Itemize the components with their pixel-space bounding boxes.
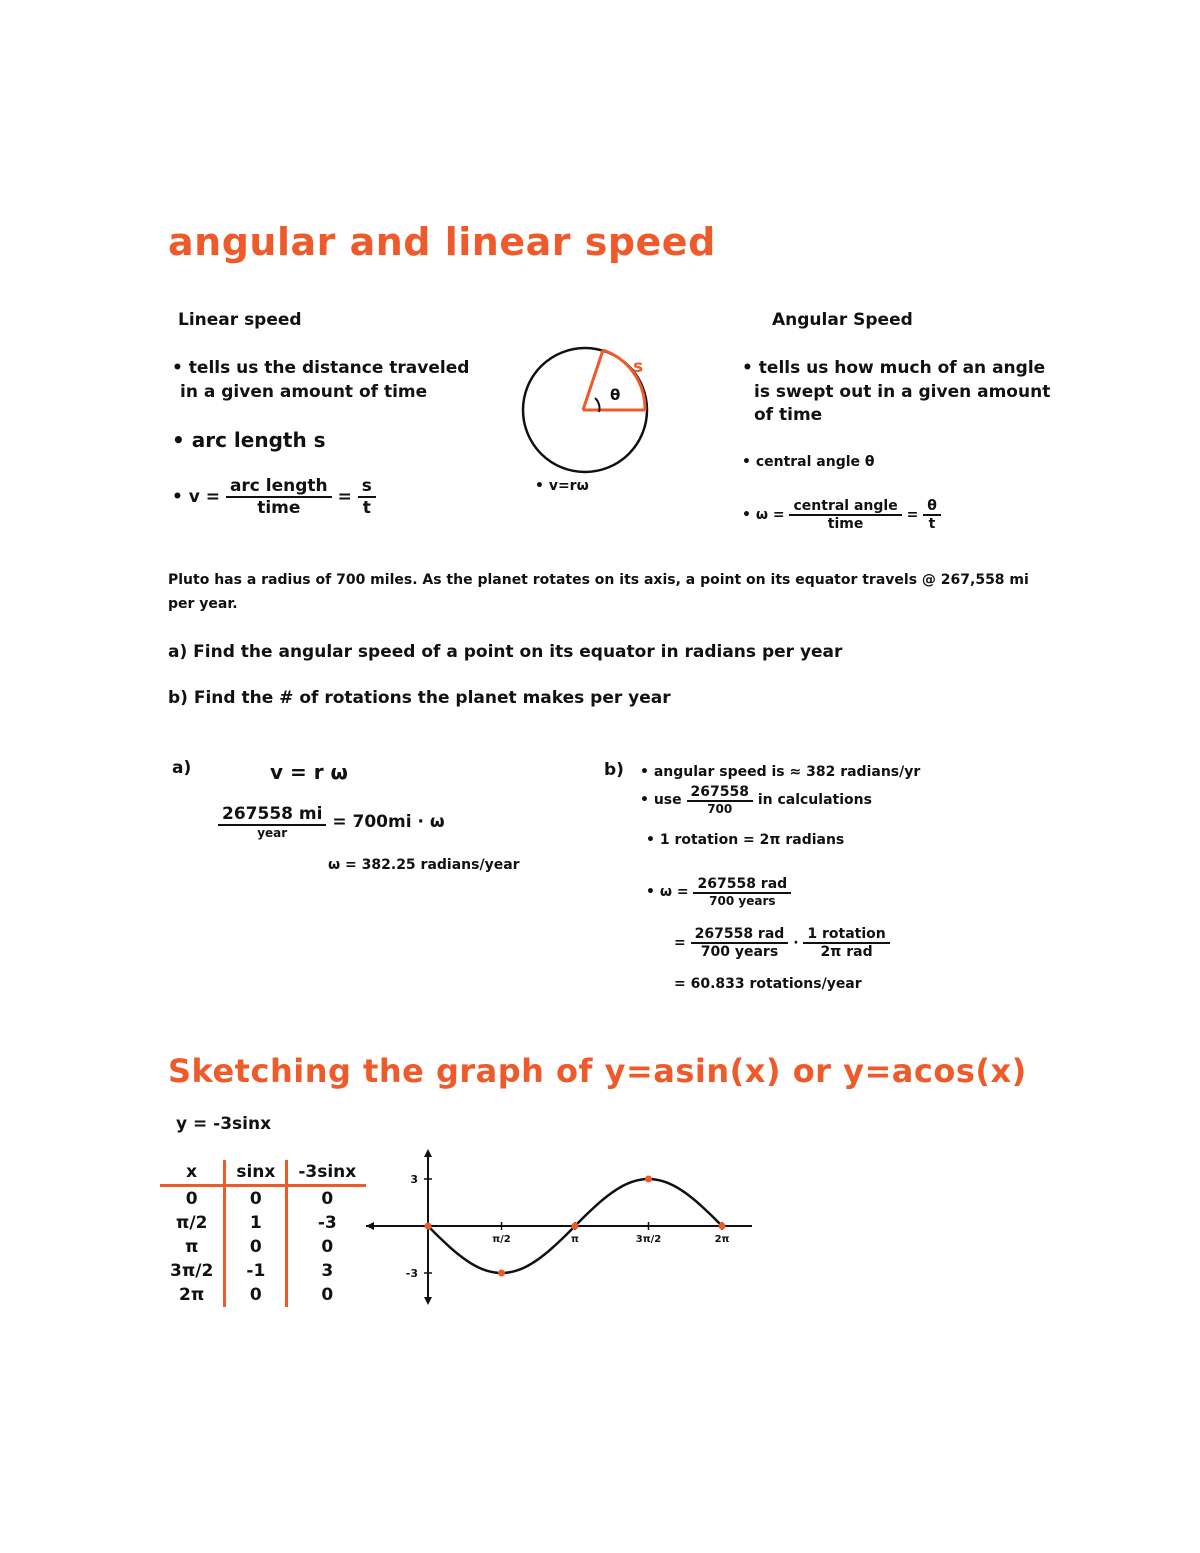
x-tick-label: π bbox=[571, 1234, 579, 1245]
linear-formula-lhs: • v = bbox=[172, 487, 221, 507]
angular-desc-line3: of time bbox=[754, 405, 823, 425]
problem-line2: per year. bbox=[168, 596, 238, 612]
solution-b-line5 bbox=[674, 926, 890, 960]
solution-b-line5-fraction2 bbox=[803, 926, 889, 960]
value-table-header bbox=[160, 1160, 366, 1186]
solution-a-lhs-den: year bbox=[257, 826, 288, 840]
linear-formula-numerator: arc length bbox=[226, 476, 332, 498]
solution-a-rhs: = 700mi · ω bbox=[332, 812, 445, 832]
table-cell: 0 bbox=[225, 1186, 287, 1212]
solution-a-equation bbox=[218, 804, 445, 840]
linear-formula-equals: = bbox=[337, 487, 352, 507]
table-cell: -1 bbox=[225, 1259, 287, 1283]
solution-a-result: ω = 382.25 radians/year bbox=[328, 857, 520, 873]
solution-a-formula: v = r ω bbox=[270, 760, 348, 784]
table-row bbox=[160, 1283, 366, 1307]
table-cell: 0 bbox=[287, 1186, 366, 1212]
linear-formula-fraction bbox=[226, 476, 332, 518]
linear-desc-line2: in a given amount of time bbox=[180, 382, 428, 402]
table-cell: 3π/2 bbox=[170, 1261, 214, 1281]
table-cell: -3 bbox=[287, 1211, 366, 1235]
solution-b-line4-num: 267558 rad bbox=[693, 876, 791, 894]
solution-b-line4-den: 700 years bbox=[709, 894, 776, 908]
solution-b-line2-num: 267558 bbox=[687, 784, 753, 802]
linear-desc-line1: • tells us the distance traveled bbox=[172, 358, 470, 378]
table-cell: 0 bbox=[287, 1235, 366, 1259]
solution-b-line1: • angular speed is ≈ 382 radians/yr bbox=[640, 764, 921, 780]
theta-label: θ bbox=[610, 386, 621, 404]
table-row bbox=[160, 1211, 366, 1235]
solution-b-line3: • 1 rotation = 2π radians bbox=[646, 832, 845, 848]
angular-desc-line1: • tells us how much of an angle bbox=[742, 358, 1046, 378]
question-a: a) Find the angular speed of a point on its equator in radians per year bbox=[168, 642, 843, 662]
angular-desc-line2: is swept out in a given amount bbox=[754, 382, 1051, 402]
solution-b-line5-num: 267558 rad bbox=[691, 926, 789, 944]
angular-formula-denominator: time bbox=[827, 516, 864, 532]
x-tick-label: 2π bbox=[714, 1234, 730, 1245]
diagram-caption: • v=rω bbox=[535, 478, 589, 494]
table-cell: 0 bbox=[185, 1189, 198, 1209]
solution-b-line2-den: 700 bbox=[707, 802, 733, 816]
solution-a-label: a) bbox=[172, 758, 192, 778]
circle-sector-diagram bbox=[515, 340, 665, 500]
solution-b-line6: = 60.833 rotations/year bbox=[674, 976, 862, 992]
solution-b-line5-fraction bbox=[691, 926, 789, 960]
angular-formula-numerator2: θ bbox=[923, 498, 941, 516]
table-cell: 2π bbox=[179, 1285, 205, 1305]
solution-b-line2-fraction bbox=[687, 784, 753, 816]
angular-speed-heading: Angular Speed bbox=[772, 310, 913, 330]
data-point bbox=[498, 1270, 505, 1277]
table-row bbox=[160, 1186, 366, 1212]
table-row bbox=[160, 1259, 366, 1283]
question-b: b) Find the # of rotations the planet makes per year bbox=[168, 688, 671, 708]
linear-formula-denominator: time bbox=[257, 498, 301, 518]
s-label: s bbox=[633, 357, 644, 377]
linear-speed-heading: Linear speed bbox=[178, 310, 302, 330]
value-table-header-cell: x bbox=[186, 1162, 198, 1182]
arc-length-note: • arc length s bbox=[172, 428, 326, 452]
graph-equation: y = -3sinx bbox=[176, 1114, 272, 1134]
linear-speed-formula bbox=[172, 476, 376, 518]
radius-line-upper bbox=[583, 350, 603, 410]
x-axis-left-arrow bbox=[366, 1222, 374, 1230]
solution-b-line4-fraction bbox=[693, 876, 791, 908]
data-point bbox=[719, 1223, 726, 1230]
section-title-sketching: Sketching the graph of y=asin(x) or y=acos(x) bbox=[168, 1052, 1027, 1090]
solution-b-line5-pre: = bbox=[674, 935, 686, 951]
solution-b-line2-post: in calculations bbox=[757, 792, 872, 808]
table-cell: 0 bbox=[287, 1283, 366, 1307]
x-tick-label: 3π/2 bbox=[635, 1234, 662, 1245]
y-tick-label: 3 bbox=[410, 1173, 418, 1186]
central-angle-note: • central angle θ bbox=[742, 454, 875, 470]
solution-b-line2 bbox=[640, 784, 872, 816]
solution-b-line5-dot: · bbox=[793, 935, 799, 951]
table-cell: 0 bbox=[225, 1283, 287, 1307]
table-cell: π bbox=[184, 1237, 199, 1257]
table-cell: 3 bbox=[287, 1259, 366, 1283]
linear-formula-numerator2: s bbox=[358, 476, 376, 498]
angular-formula-lhs: • ω = bbox=[742, 507, 785, 523]
angular-formula-fraction2 bbox=[923, 498, 941, 532]
angular-formula-denominator2: t bbox=[928, 516, 936, 532]
solution-b-line4-pre: • ω = bbox=[646, 884, 689, 900]
linear-formula-denominator2: t bbox=[362, 498, 371, 518]
solution-a-lhs-num: 267558 mi bbox=[218, 804, 326, 826]
table-row bbox=[160, 1235, 366, 1259]
solution-b-label: b) bbox=[604, 760, 624, 780]
solution-b-line5-den2: 2π rad bbox=[820, 944, 873, 960]
angular-formula-equals: = bbox=[906, 507, 919, 523]
angular-speed-formula bbox=[742, 498, 941, 532]
solution-b-line5-den: 700 years bbox=[700, 944, 779, 960]
value-table bbox=[160, 1160, 366, 1307]
solution-b-line4 bbox=[646, 876, 791, 908]
y-tick-label: -3 bbox=[405, 1267, 418, 1280]
angular-formula-fraction bbox=[789, 498, 901, 532]
x-tick-label: π/2 bbox=[492, 1234, 511, 1245]
data-point bbox=[425, 1223, 432, 1230]
value-table-header-cell: -3sinx bbox=[287, 1160, 366, 1186]
solution-b-line5-num2: 1 rotation bbox=[803, 926, 889, 944]
y-axis-top-arrow bbox=[424, 1149, 432, 1157]
table-cell: 1 bbox=[225, 1211, 287, 1235]
data-point bbox=[572, 1223, 579, 1230]
solution-b-line2-pre: • use bbox=[640, 792, 682, 808]
y-axis-bottom-arrow bbox=[424, 1297, 432, 1305]
table-cell: 0 bbox=[225, 1235, 287, 1259]
solution-a-lhs-fraction bbox=[218, 804, 326, 840]
data-point bbox=[645, 1176, 652, 1183]
section-title-angular-linear: angular and linear speed bbox=[168, 220, 716, 264]
value-table-header-cell: sinx bbox=[225, 1160, 287, 1186]
linear-formula-fraction2 bbox=[358, 476, 376, 518]
problem-line1: Pluto has a radius of 700 miles. As the planet rotates on its axis, a point on its equator travels @ 267,558 mi bbox=[168, 572, 1029, 588]
table-cell: π/2 bbox=[175, 1213, 208, 1233]
sine-graph bbox=[360, 1145, 760, 1310]
angular-formula-numerator: central angle bbox=[789, 498, 901, 516]
